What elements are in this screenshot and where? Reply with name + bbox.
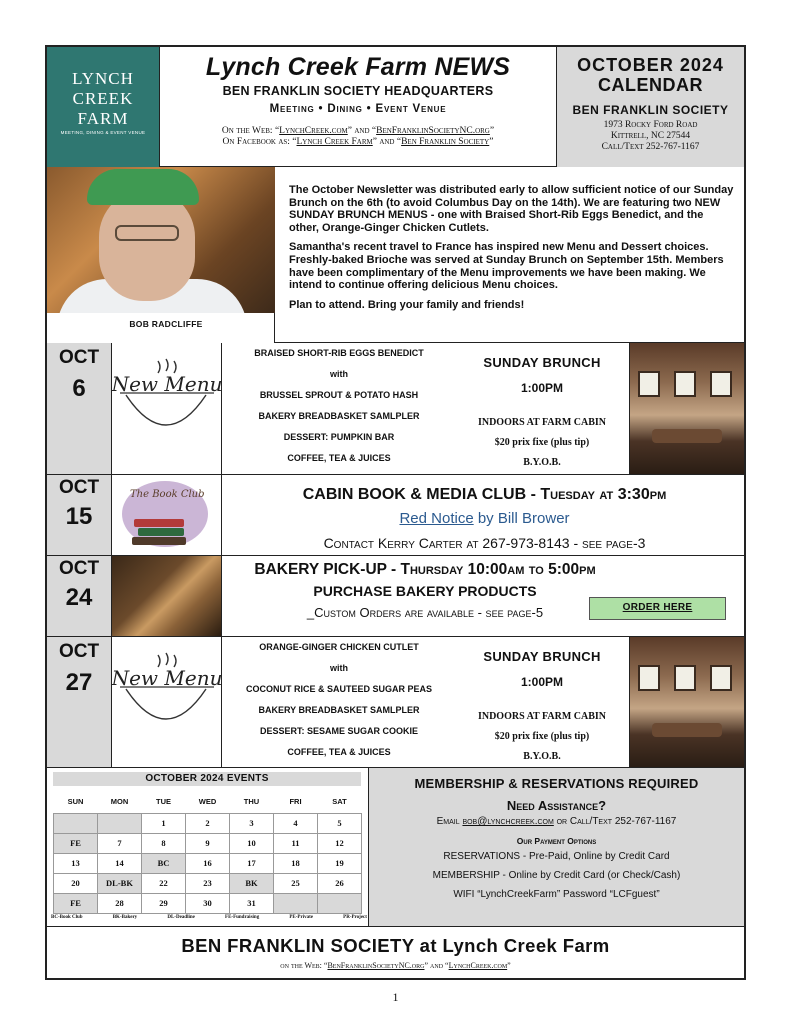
email-suffix: or Call/Text 252-767-1167 (553, 816, 677, 827)
legend-item: BC-Book Club (51, 915, 83, 920)
calendar-day (274, 893, 318, 913)
legend-item: BK-Bakery (112, 915, 138, 920)
calendar-grid (53, 791, 362, 914)
web-link-lynchcreek[interactable]: LynchCreek.com (279, 126, 348, 136)
calendar-day: 17 (230, 853, 274, 873)
calendar-day: 4 (274, 813, 318, 833)
new-menu-graphic (112, 343, 222, 474)
brunch-menu (225, 637, 453, 763)
calendar-day: 23 (186, 873, 230, 893)
calendar-day: 10 (230, 833, 274, 853)
bread-photo (112, 556, 222, 636)
calendar-day: 28 (98, 893, 142, 913)
fb-end: ” (489, 137, 494, 147)
title-block (159, 47, 557, 167)
calendar-day: 29 (142, 893, 186, 913)
calendar-day: BK (230, 873, 274, 893)
calendar-day (54, 813, 98, 833)
brunch-time: 1:00PM (520, 675, 564, 689)
portrait-photo (47, 167, 275, 343)
legend-item: PR-Project (343, 915, 367, 920)
web-mid: ” and “ (347, 126, 377, 136)
fb-link-bfs[interactable]: Ben Franklin Society (401, 137, 490, 147)
october-events-calendar (47, 768, 369, 926)
web-end: ” (489, 126, 495, 136)
weekday-label: WED (186, 791, 230, 813)
event-month: OCT (58, 477, 100, 498)
calendar-day: FE (54, 893, 98, 913)
menu-item: BAKERY BREADBASKET SAMLPLER (258, 411, 420, 421)
menu-item: with (330, 369, 348, 379)
new-menu-text: New Menu (112, 372, 222, 396)
event-day: 27 (65, 669, 93, 696)
calendar-day: 13 (54, 853, 98, 873)
calendar-day: 18 (274, 853, 318, 873)
event-row-oct-6 (47, 343, 744, 475)
weekday-label: MON (98, 791, 142, 813)
brunch-byob: B.Y.O.B. (523, 751, 561, 762)
calendar-box (557, 47, 744, 167)
brunch-price: $20 prix fixe (plus tip) (494, 731, 590, 742)
brunch-menu (225, 343, 453, 469)
bakery-purchase: PURCHASE BAKERY PRODUCTS (313, 583, 537, 599)
newsletter-title: Lynch Creek Farm NEWS (205, 53, 511, 81)
brunch-byob: B.Y.O.B. (523, 457, 561, 468)
footer-web-prefix: on the Web: “ (280, 961, 328, 970)
calendar-day: 8 (142, 833, 186, 853)
society-name: BEN FRANKLIN SOCIETY (572, 103, 729, 117)
footer-web-line (47, 961, 744, 970)
bakery-custom-orders: _Custom Orders are available - see page-5 (306, 605, 544, 620)
facebook-line (160, 137, 556, 148)
event-month: OCT (58, 347, 100, 368)
calendar-day: 5 (318, 813, 362, 833)
club-book (225, 510, 744, 527)
web-link-bfs[interactable]: BenFranklinSocietyNC.org (376, 126, 490, 136)
calendar-day: 26 (318, 873, 362, 893)
intro-paragraph: Plan to attend. Bring your family and friends! (289, 298, 525, 311)
calendar-legend (51, 915, 367, 920)
brunch-info (453, 637, 631, 762)
calendar-day: 3 (230, 813, 274, 833)
photo-caption: BOB RADCLIFFE (129, 319, 203, 329)
calendar-day: BC (142, 853, 186, 873)
brunch-location: INDOORS AT FARM CABIN (477, 417, 607, 428)
intro-paragraph: Samantha's recent travel to France has inspired new Menu and Dessert choices. Freshly-baked Brioche was served at Sunday Brunch on September 15th. Members have been complimentary of the Menu improvements we have been making. We intend to continue offering delicious Menu choices. (289, 241, 724, 292)
calendar-day: 9 (186, 833, 230, 853)
calendar-day: 7 (98, 833, 142, 853)
logo-line: CREEK (72, 89, 134, 108)
newsletter-frame (45, 45, 746, 980)
legend-item: FE-Fundraising (225, 915, 260, 920)
footer-web-mid: ” and “ (424, 961, 449, 970)
brunch-info (453, 343, 631, 468)
calendar-month: OCTOBER 2024 (577, 55, 724, 75)
menu-item: BRAISED SHORT-RIB EGGS BENEDICT (254, 348, 424, 358)
book-club-logo-text: The Book Club (130, 489, 205, 500)
menu-item: DESSERT: SESAME SUGAR COOKIE (259, 726, 419, 736)
event-day: 6 (72, 375, 86, 402)
calendar-label: CALENDAR (598, 75, 703, 95)
intro-paragraph: The October Newsletter was distributed early to allow sufficient notice of our Sunday Brunch on the 6th (to avoid Columbus Day on the 14th). We are featuring two NEW SUNDAY BRUNCH MENUS - one with Braised Short-Rib Eggs Benedict, and the other, Orange-Ginger Chicken Cutlets. (289, 184, 734, 234)
legend-item: DL-Deadline (167, 915, 195, 920)
intro-text (289, 184, 734, 318)
logo-tagline: MEETING, DINING & EVENT VENUE (60, 130, 146, 135)
calendar-day: 20 (54, 873, 98, 893)
new-menu-graphic (112, 637, 222, 767)
fb-mid: ” and “ (372, 137, 402, 147)
fb-link-lynchcreek[interactable]: Lynch Creek Farm (296, 137, 373, 147)
week-row (54, 893, 362, 913)
event-date (47, 556, 112, 636)
book-club-info (225, 475, 744, 551)
menu-item: DESSERT: PUMPKIN BAR (283, 432, 395, 442)
event-date (47, 343, 112, 474)
event-day: 24 (65, 584, 93, 611)
calendar-day: 2 (186, 813, 230, 833)
calendar-day: 22 (142, 873, 186, 893)
calendar-day: 30 (186, 893, 230, 913)
week-row (54, 873, 362, 893)
week-row (54, 833, 362, 853)
weekday-label: SAT (318, 791, 362, 813)
reservations-line: RESERVATIONS - Pre-Paid, Online by Credit Card (443, 851, 670, 862)
email-link[interactable]: bob@lynchcreek.com (462, 816, 554, 827)
brunch-time: 1:00PM (520, 381, 564, 395)
address-line1: 1973 Rocky Ford Road (603, 120, 698, 130)
weekday-label: TUE (142, 791, 186, 813)
footer-link-lynchcreek[interactable]: LynchCreek.com (448, 961, 508, 970)
calendar-day: 19 (318, 853, 362, 873)
web-line (160, 126, 556, 137)
brunch-title: SUNDAY BRUNCH (483, 355, 601, 370)
fb-prefix: On Facebook as: “ (222, 137, 297, 147)
page-number: 1 (392, 990, 399, 1004)
calendar-day: 14 (98, 853, 142, 873)
event-day: 15 (65, 503, 93, 530)
book-author: by Bill Brower (473, 510, 570, 527)
footer-title: BEN FRANKLIN SOCIETY at Lynch Creek Farm (181, 935, 610, 956)
calendar-day: FE (54, 833, 98, 853)
event-row-oct-15 (47, 475, 744, 556)
payment-options-heading: Our Payment Options (516, 836, 597, 846)
web-prefix: On the Web: “ (221, 126, 280, 136)
address (557, 120, 744, 153)
calendar-day (318, 893, 362, 913)
event-date (47, 475, 112, 555)
bakery-info (225, 556, 625, 620)
calendar-day: DL-BK (98, 873, 142, 893)
subtitle: BEN FRANKLIN SOCIETY HEADQUARTERS (222, 84, 494, 98)
calendar-day: 12 (318, 833, 362, 853)
week-row (54, 813, 362, 833)
wifi-line: WIFI “LynchCreekFarm” Password “LCFguest” (453, 889, 660, 900)
membership-box (369, 768, 744, 926)
event-month: OCT (58, 558, 100, 579)
event-month: OCT (58, 641, 100, 662)
weekday-label: THU (230, 791, 274, 813)
footer-web-end: ” (507, 961, 511, 970)
logo-line: LYNCH (72, 69, 134, 88)
weekday-label: FRI (274, 791, 318, 813)
tagline: Meeting • Dining • Event Venue (269, 103, 447, 115)
week-row (54, 853, 362, 873)
calendar-day: 31 (230, 893, 274, 913)
calendar-day (98, 813, 142, 833)
calendar-day: 11 (274, 833, 318, 853)
calendar-title: OCTOBER 2024 EVENTS (53, 772, 361, 786)
header (47, 47, 744, 167)
event-date (47, 637, 112, 767)
cabin-photo (629, 343, 744, 474)
logo-line: FARM (77, 109, 129, 128)
book-club-logo (112, 475, 222, 555)
menu-item: BAKERY BREADBASKET SAMLPLER (258, 705, 420, 715)
menu-item: ORANGE-GINGER CHICKEN CUTLET (259, 642, 419, 652)
event-row-oct-27 (47, 637, 744, 768)
menu-item: with (330, 663, 348, 673)
legend-item: PE-Private (289, 915, 313, 920)
bakery-title: BAKERY PICK-UP - Thursday 10:00am to 5:00pm (254, 561, 596, 578)
order-here-button[interactable]: ORDER HERE (589, 597, 726, 620)
cabin-photo (629, 637, 744, 767)
contact-line (369, 816, 744, 827)
weekday-label: SUN (54, 791, 98, 813)
membership-title: MEMBERSHIP & RESERVATIONS REQUIRED (414, 776, 699, 791)
calendar-day: 1 (142, 813, 186, 833)
menu-item: COFFEE, TEA & JUICES (287, 453, 391, 463)
menu-item: BRUSSEL SPROUT & POTATO HASH (259, 390, 419, 400)
calendar-day: 16 (186, 853, 230, 873)
phone: Call/Text 252-767-1167 (601, 142, 700, 152)
event-row-oct-24 (47, 556, 744, 637)
lynch-creek-logo (47, 47, 159, 167)
weekday-header-row (54, 791, 362, 813)
need-assistance: Need Assistance? (506, 798, 607, 813)
menu-item: COCONUT RICE & SAUTEED SUGAR PEAS (245, 684, 433, 694)
club-contact: Contact Kerry Carter at 267-973-8143 - see page-3 (323, 535, 646, 551)
brunch-location: INDOORS AT FARM CABIN (477, 711, 607, 722)
new-menu-text: New Menu (112, 666, 222, 690)
calendar-day: 25 (274, 873, 318, 893)
address-line2: Kittrell, NC 27544 (610, 131, 691, 141)
brunch-price: $20 prix fixe (plus tip) (494, 437, 590, 448)
menu-item: COFFEE, TEA & JUICES (287, 747, 391, 757)
footer-link-bfs[interactable]: BenFranklinSocietyNC.org (327, 961, 425, 970)
intro-section (47, 167, 744, 343)
book-title-link[interactable]: Red Notice (399, 510, 474, 527)
club-title: CABIN BOOK & MEDIA CLUB - Tuesday at 3:30pm (302, 486, 667, 503)
membership-line: MEMBERSHIP - Online by Credit Card (or Check/Cash) (432, 870, 681, 881)
email-prefix: Email (436, 816, 463, 827)
footer (47, 926, 744, 978)
brunch-title: SUNDAY BRUNCH (483, 649, 601, 664)
portrait-image (47, 167, 275, 313)
